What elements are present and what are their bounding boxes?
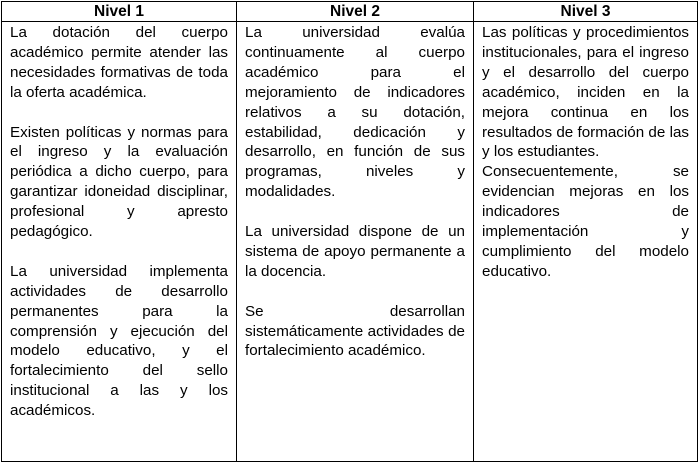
rubric-table-container — [1, 1, 697, 462]
header-nivel-1: Nivel 1 — [2, 2, 237, 22]
nivel-1-paragraph-3: La universidad implementa actividades de desarrollo permanentes para la comprensión y ejecución del modelo educativo, y el fortalecimiento del sello institucional a las y los académicos. — [10, 262, 228, 420]
header-nivel-3: Nivel 3 — [474, 2, 698, 22]
cell-nivel-2 — [237, 22, 474, 462]
cell-nivel-1 — [2, 22, 237, 462]
nivel-2-paragraph-3: Se desarrollan sistemáticamente actividades de fortalecimiento académico. — [245, 302, 465, 360]
content-row — [2, 22, 698, 462]
nivel-1-paragraph-1: La dotación del cuerpo académico permite atender las necesidades formativas de toda la oferta académica. — [10, 24, 228, 101]
nivel-3-paragraph-2: Consecuentemente, se evidencian mejoras en los indicadores de implementación y cumplimiento del modelo educativo. — [482, 163, 689, 280]
nivel-3-paragraph-1: Las políticas y procedimientos institucionales, para el ingreso y el desarrollo del cuerpo académico, inciden en la mejora continua en los resultados de formación de las y los estudiantes. — [482, 24, 689, 161]
header-row — [2, 2, 698, 22]
cell-nivel-3 — [474, 22, 698, 462]
nivel-2-paragraph-1: La universidad evalúa continuamente al cuerpo académico para el mejoramiento de indicadores relativos a su dotación, estabilidad, dedicación y desarrollo, en función de sus programas, niveles y modalidades. — [245, 24, 465, 201]
rubric-table — [1, 1, 698, 462]
header-nivel-2: Nivel 2 — [237, 2, 474, 22]
nivel-1-paragraph-2: Existen políticas y normas para el ingreso y la evaluación periódica a dicho cuerpo, para garantizar idoneidad disciplinar, profesional y apresto pedagógico. — [10, 123, 228, 241]
nivel-2-paragraph-2: La universidad dispone de un sistema de apoyo permanente a la docencia. — [245, 223, 465, 280]
